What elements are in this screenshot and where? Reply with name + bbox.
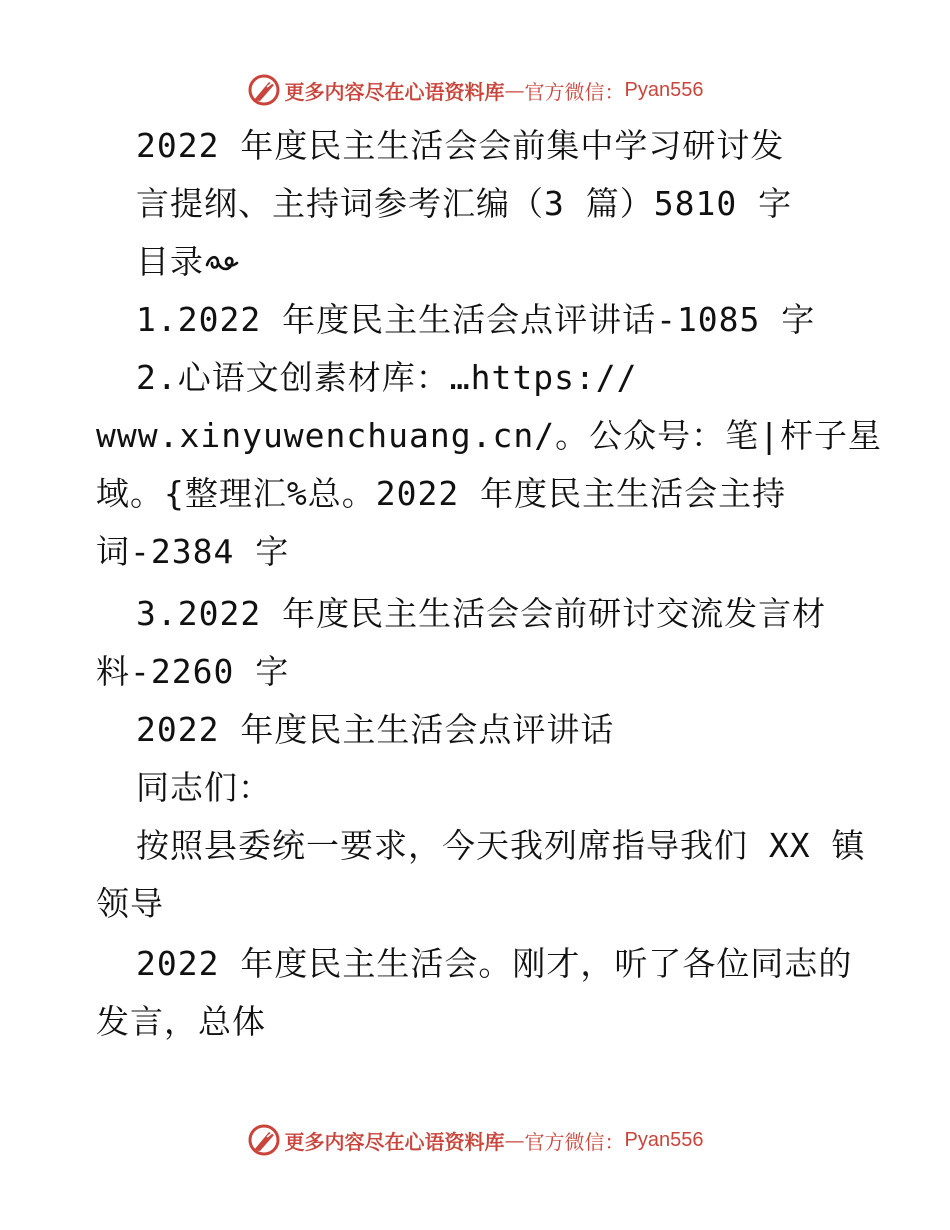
toc-heading-text: 目录 <box>136 242 204 281</box>
paragraph-line: 发言，总体 <box>96 1002 266 1041</box>
toc-heading <box>136 242 240 282</box>
quill-logo-icon <box>247 73 281 107</box>
header-banner <box>0 70 950 110</box>
doc-title-line-1: 2022 年度民主生活会会前集中学习研讨发 <box>136 126 785 165</box>
swirl-ornament-icon <box>204 251 240 275</box>
quill-logo-icon <box>247 1123 281 1157</box>
banner-wechat-id: Pyan556 <box>624 78 704 101</box>
toc-item-3: 3.2022 年度民主生活会会前研讨交流发言材 <box>136 594 827 633</box>
banner-wechat-id: Pyan556 <box>624 1128 704 1151</box>
footer-banner <box>0 1120 950 1160</box>
banner-wechat-label: 官方微信： <box>524 79 625 104</box>
toc-item-3-continued: 料-2260 字 <box>96 652 290 691</box>
section-heading: 2022 年度民主生活会点评讲话 <box>136 710 615 749</box>
toc-item-2-continued: 域。{整理汇%总。2022 年度民主生活会主持 <box>96 474 787 513</box>
salutation: 同志们： <box>136 768 272 807</box>
banner-main-text: 更多内容尽在心语资料库 <box>284 1129 505 1154</box>
paragraph-line: 2022 年度民主生活会。刚才，听了各位同志的 <box>136 944 853 983</box>
paragraph-line: 按照县委统一要求，今天我列席指导我们 XX 镇 <box>136 826 866 865</box>
toc-item-1: 1.2022 年度民主生活会点评讲话-1085 字 <box>136 300 816 339</box>
doc-title-line-2: 言提纲、主持词参考汇编（3 篇）5810 字 <box>136 184 793 223</box>
banner-dash: — <box>504 1128 525 1152</box>
paragraph-line: 领导 <box>96 884 164 923</box>
toc-item-2-continued: 词-2384 字 <box>96 532 290 571</box>
banner-dash: — <box>504 78 525 102</box>
banner-main-text: 更多内容尽在心语资料库 <box>284 79 505 104</box>
toc-item-2-continued: www.xinyuwenchuang.cn/。公众号：笔|杆子星 <box>96 416 882 455</box>
toc-item-2: 2.心语文创素材库：…https:// <box>136 358 638 397</box>
banner-wechat-label: 官方微信： <box>524 1129 625 1154</box>
